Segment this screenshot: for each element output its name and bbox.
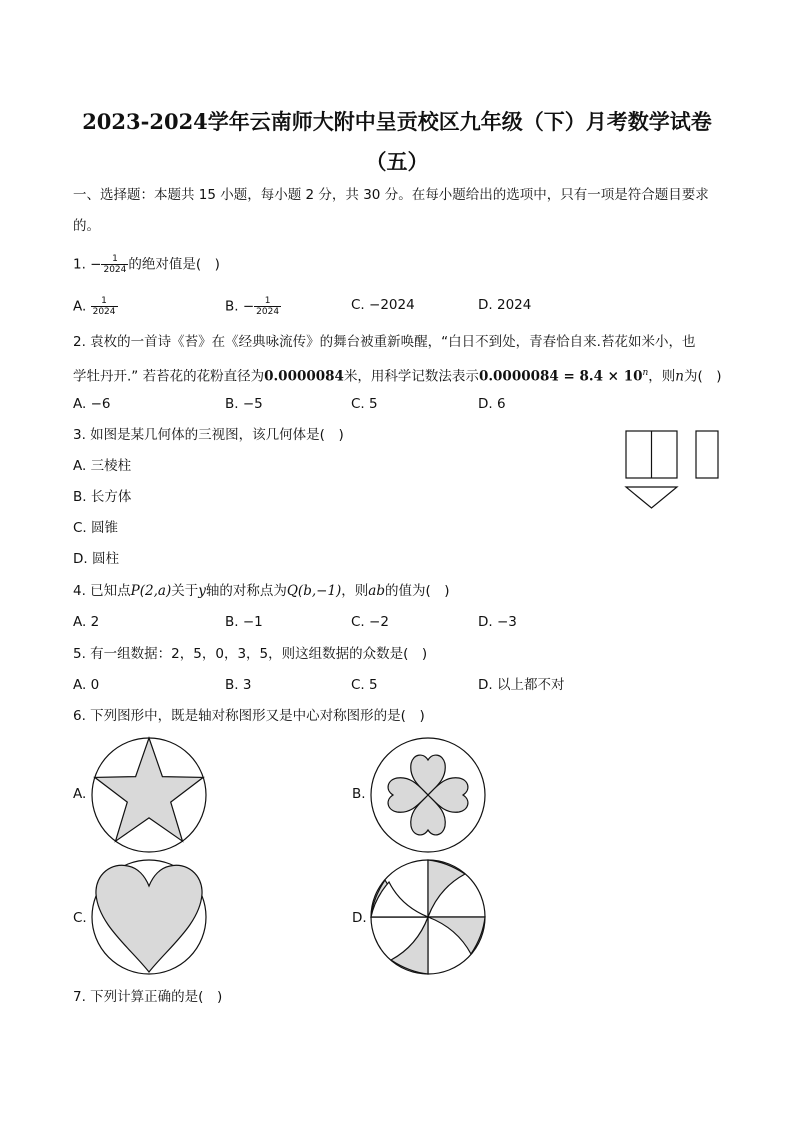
q1-suffix: 的绝对值是( ) [128,256,220,273]
q4-point-q: Q(b,−1) [286,583,342,599]
top-view-triangle [626,487,677,508]
q6-figure-d-pinwheel[interactable] [369,858,487,976]
q4-point-p: P(2,a) [130,583,172,599]
q6-figure-a-star[interactable] [90,736,208,854]
q1-option-b-den: 2024 [256,307,280,317]
q5-option-b[interactable]: B. 3 [225,677,252,693]
q6-option-a-label[interactable]: A. [73,786,87,802]
q4-option-b[interactable]: B. −1 [225,614,263,630]
question-1 [73,254,220,275]
page-subtitle: （五） [365,149,429,174]
q6-figure-c-heart[interactable] [90,858,208,976]
q4-text-mid: 关于 [171,583,199,599]
q1-frac-den: 2024 [103,265,127,275]
question-2-line2 [73,363,722,387]
q2-variable: n [675,368,684,385]
q4-axis-y: y [198,583,206,599]
question-7: 7. 下列计算正确的是( ) [73,989,223,1005]
q1-option-a-frac [91,296,118,317]
q3-option-c[interactable]: C. 圆锥 [73,520,119,536]
q2-text-d: 为( ) [683,368,722,385]
q4-product-ab: ab [368,583,385,599]
q4-option-d[interactable]: D. −3 [478,614,517,630]
q4-option-c[interactable]: C. −2 [351,614,389,630]
q1-frac-num: 1 [112,254,118,264]
q2-text-c: ，则 [648,368,676,385]
q4-text-post: 的值为( ) [385,583,450,599]
q2-option-b[interactable]: B. −5 [225,396,263,412]
q1-option-d[interactable]: D. 2024 [478,297,532,313]
section-heading-cont: 的。 [73,218,100,234]
q2-option-c[interactable]: C. 5 [351,396,378,412]
section-heading: 一、选择题：本题共 15 小题，每小题 2 分，共 30 分。在每小题给出的选项中，只有一项是符合题目要求 [73,187,709,203]
q6-option-c-label[interactable]: C. [73,910,87,926]
q1-option-a-num: 1 [101,296,107,306]
q4-text-mid3: ，则 [341,583,369,599]
page-title: 2023-2024学年云南师大附中呈贡校区九年级（下）月考数学试卷 [82,109,712,134]
q1-option-a-label: A. [73,298,87,315]
q3-option-d[interactable]: D. 圆柱 [73,551,119,567]
q1-prefix: 1. − [73,256,102,273]
q1-fraction [101,254,128,275]
q5-option-d[interactable]: D. 以上都不对 [478,677,565,693]
q3-option-b[interactable]: B. 长方体 [73,489,132,505]
q5-option-c[interactable]: C. 5 [351,677,378,693]
q1-option-b-num: 1 [264,296,271,306]
q6-option-d-label[interactable]: D. [352,910,367,926]
q2-text-b: 米，用科学记数法表示 [343,368,479,385]
q1-option-c[interactable]: C. −2024 [351,297,415,313]
q2-text-a: 学牡丹开.” 若苔花的花粉直径为 [73,368,265,385]
q6-option-b-label[interactable]: B. [352,786,366,802]
q6-figure-b-hearts[interactable] [369,736,487,854]
q2-option-d[interactable]: D. 6 [478,396,506,412]
q1-option-b-label: B. − [225,298,255,315]
q1-option-b[interactable] [225,296,281,317]
q1-option-b-frac [254,296,281,317]
q1-option-a[interactable] [73,296,118,317]
q2-expression: 0.0000084 = 8.4 × 10 [478,368,643,385]
question-5: 5. 有一组数据：2，5，0，3，5，则这组数据的众数是( ) [73,646,428,662]
q4-text-pre: 4. 已知点 [73,583,131,599]
question-3: 3. 如图是某几何体的三视图，该几何体是( ) [73,427,344,443]
q2-number: 0.0000084 [264,368,344,385]
q4-text-mid2: 轴的对称点为 [205,583,287,599]
three-views-figure [620,425,725,515]
question-6: 6. 下列图形中，既是轴对称图形又是中心对称图形的是( ) [73,708,425,724]
q1-option-a-den: 2024 [92,307,116,317]
side-view-rect [696,431,718,478]
q3-option-a[interactable]: A. 三棱柱 [73,458,132,474]
q5-option-a[interactable]: A. 0 [73,677,100,693]
q2-option-a[interactable]: A. −6 [73,396,111,412]
question-4 [73,581,450,601]
question-2-line1: 2. 袁枚的一首诗《苔》在《经典咏流传》的舞台被重新唤醒，“白日不到处，青春恰自来.苔花如米小，也 [73,334,696,350]
q4-option-a[interactable]: A. 2 [73,614,100,630]
q2-exponent: n [642,368,649,378]
